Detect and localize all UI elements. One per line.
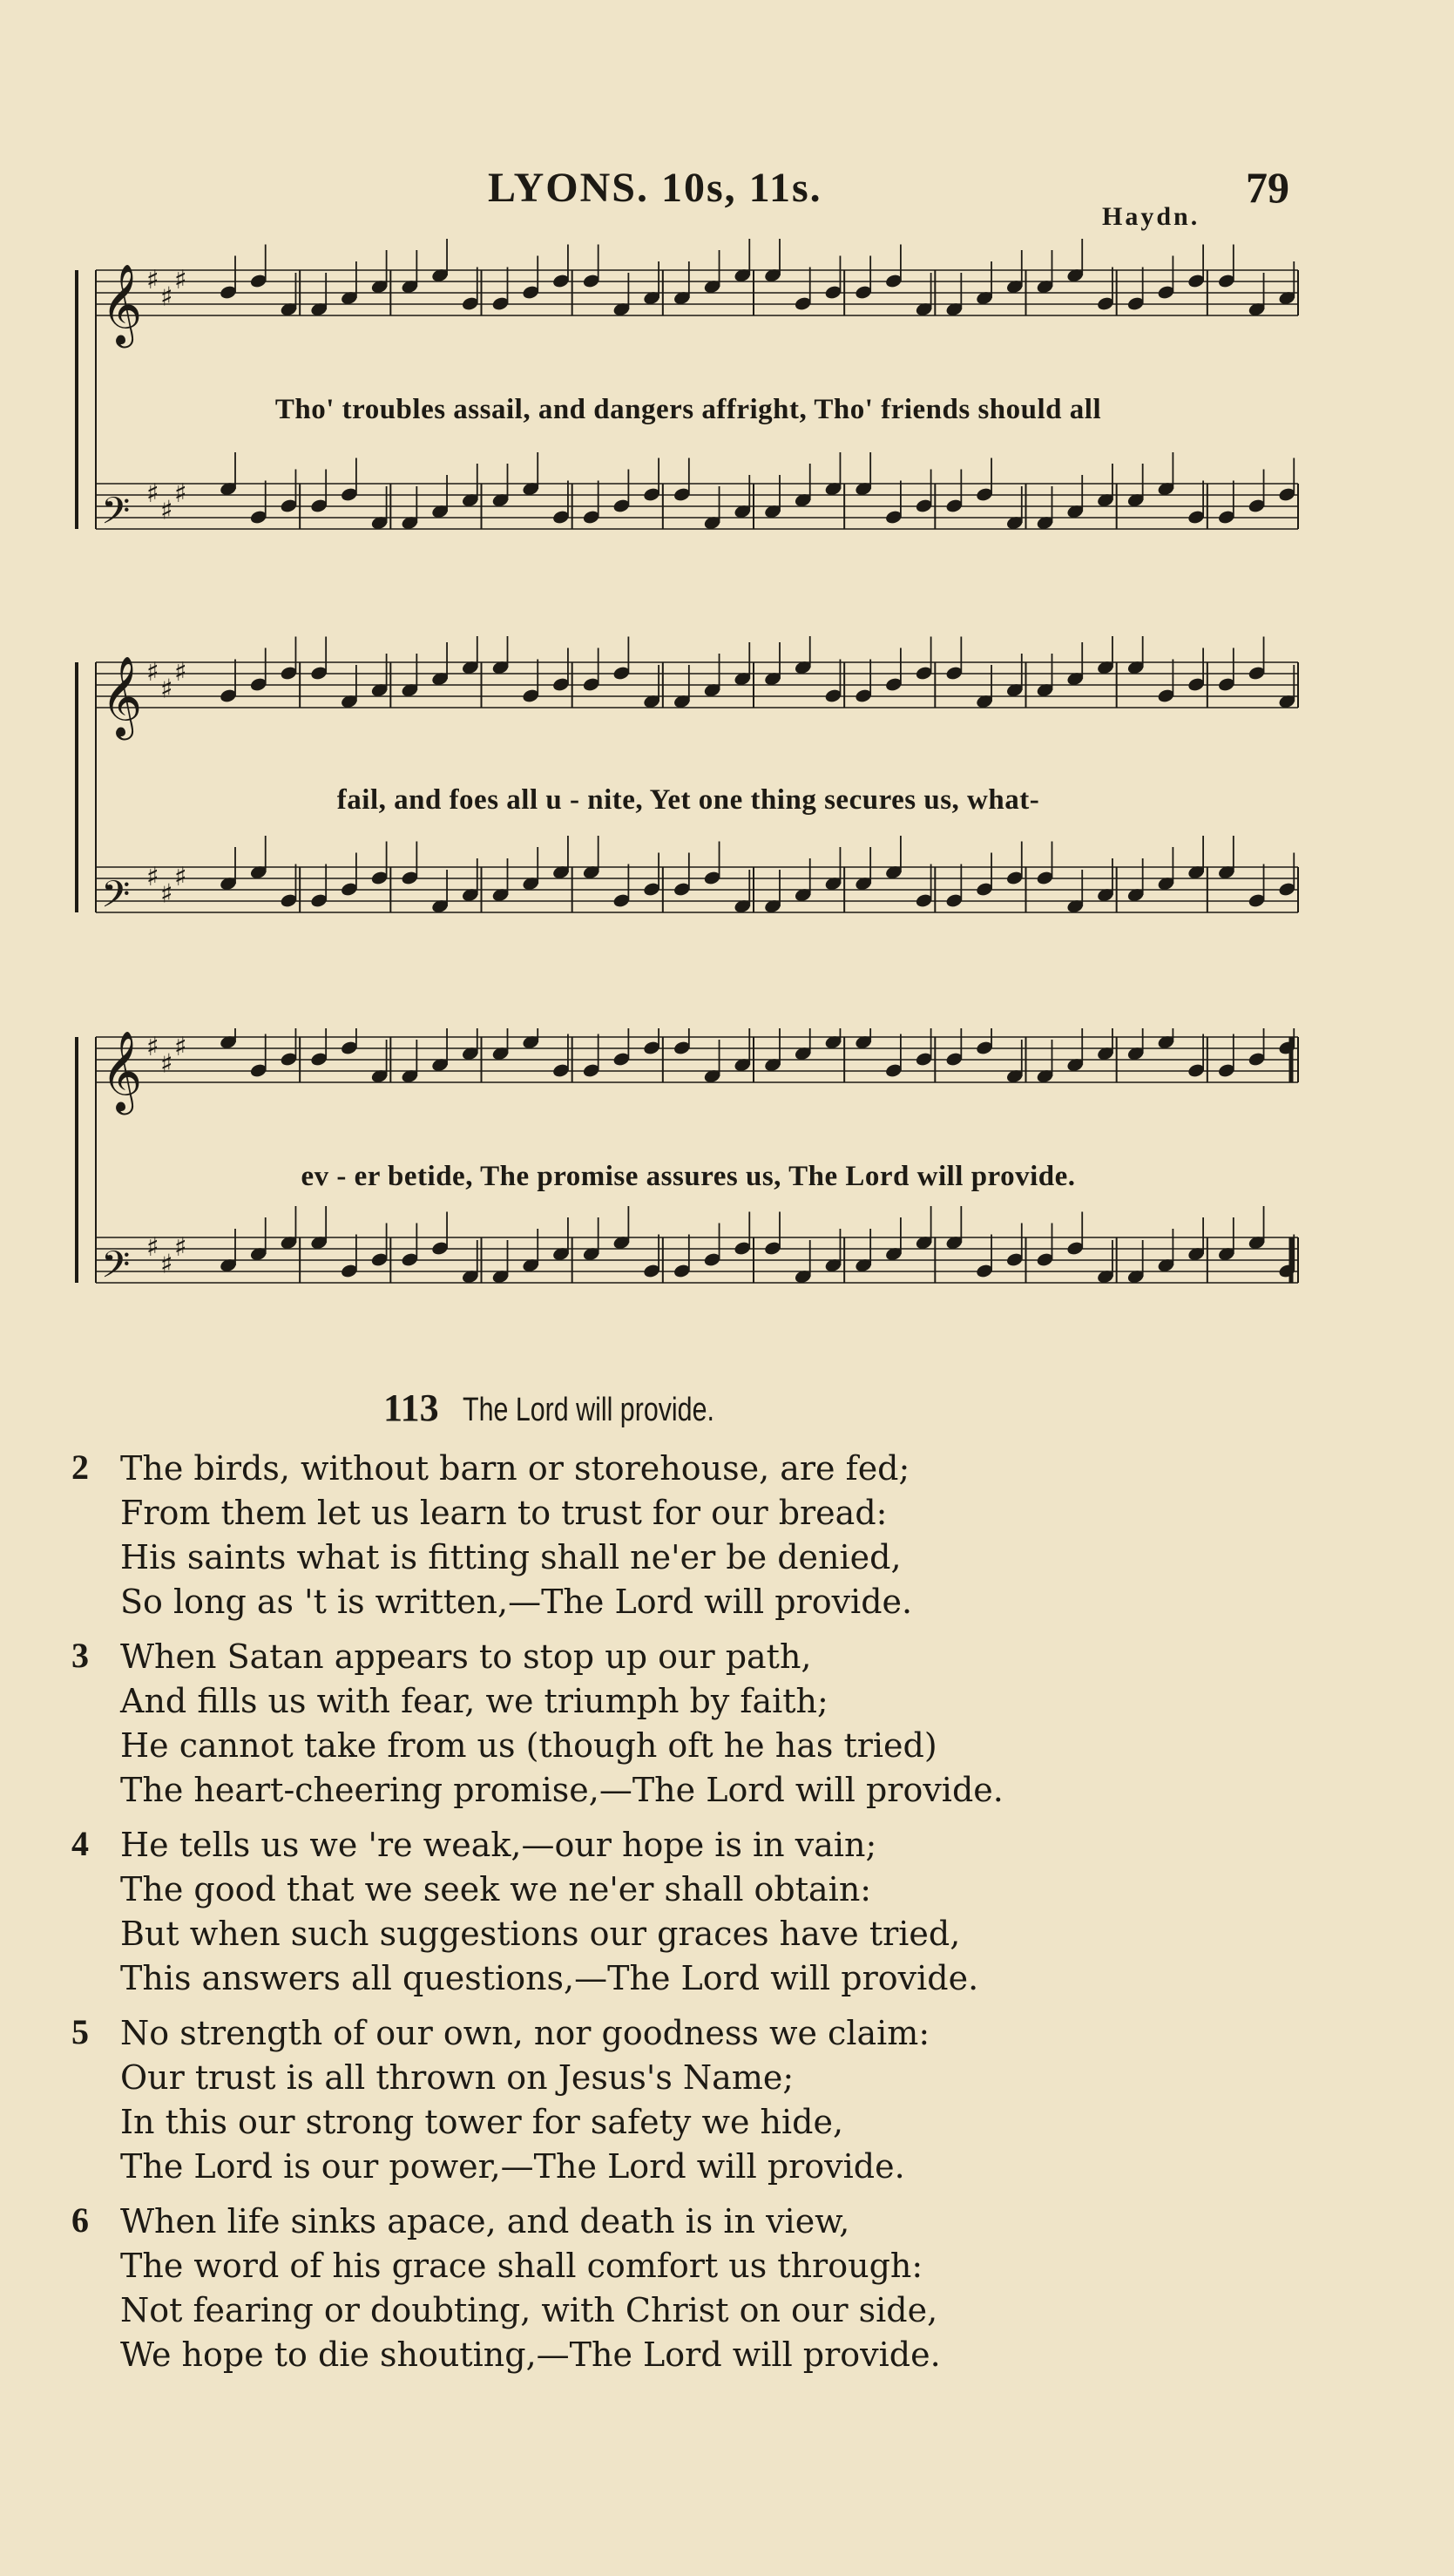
- svg-text:♯: ♯: [146, 862, 159, 892]
- svg-text:𝄢: 𝄢: [101, 1244, 131, 1296]
- svg-text:♯: ♯: [160, 878, 173, 910]
- verse-line: So long as 't is written,—The Lord will provide.: [120, 1583, 913, 1621]
- composer-name: Haydn.: [1102, 202, 1200, 231]
- verse-number: 3: [71, 1636, 89, 1675]
- lyrics-line-2: fail, and foes all u - nite, Yet one thing secures us, what-: [336, 784, 1040, 816]
- music-staves-2: [70, 636, 1307, 1002]
- verse: [71, 2011, 1378, 2189]
- verse-line: From them let us learn to trust for our bread:: [120, 1494, 888, 1532]
- svg-text:𝄞: 𝄞: [101, 655, 143, 736]
- svg-text:♯: ♯: [146, 265, 159, 295]
- verse-line: When Satan appears to stop up our path,: [120, 1637, 812, 1676]
- verse-number: 2: [71, 1447, 89, 1487]
- music-system-2: [70, 636, 1307, 1002]
- svg-text:♯: ♯: [174, 265, 187, 295]
- verse-number: 6: [71, 2200, 89, 2240]
- lyrics-line-1: Tho' troubles assail, and dangers affright, Tho' friends should all: [274, 394, 1102, 425]
- music-system-3: [70, 1028, 1307, 1394]
- verse: [71, 2200, 1378, 2377]
- verse-line: This answers all questions,—The Lord will provide.: [120, 1959, 979, 1997]
- page-number: 79: [1246, 163, 1289, 212]
- music-system-1: [70, 235, 1307, 601]
- verse: [71, 1447, 1378, 1624]
- hymn-number: 113: [383, 1386, 439, 1429]
- svg-text:♯: ♯: [160, 1048, 173, 1080]
- svg-text:𝄞: 𝄞: [101, 1030, 143, 1111]
- verse-line: Not fearing or doubting, with Christ on our side,: [120, 2291, 938, 2329]
- lyrics-line-3: ev - er betide, The promise assures us, The Lord will provide.: [301, 1161, 1076, 1192]
- svg-text:♯: ♯: [146, 657, 159, 688]
- svg-text:♯: ♯: [146, 1232, 159, 1263]
- verses: [71, 1447, 1378, 2388]
- hymn-title: The Lord will provide.: [462, 1392, 714, 1428]
- music-staves-3: [70, 1028, 1307, 1394]
- verse-line: His saints what is fitting shall ne'er be denied,: [120, 1538, 902, 1576]
- verse-line: When life sinks apace, and death is in view,: [120, 2202, 850, 2240]
- svg-text:𝄢: 𝄢: [101, 490, 131, 542]
- svg-text:♯: ♯: [160, 281, 173, 313]
- verse-line: The birds, without barn or storehouse, are fed;: [120, 1449, 910, 1488]
- verse-line: He tells us we 're weak,—our hope is in vain;: [120, 1826, 877, 1864]
- verse-line: In this our strong tower for safety we hide,: [120, 2103, 844, 2141]
- verse-number: 4: [71, 1824, 89, 1863]
- verse-line: But when such suggestions our graces have tried,: [120, 1915, 961, 1953]
- svg-text:♯: ♯: [160, 1249, 173, 1280]
- svg-text:♯: ♯: [174, 657, 187, 688]
- verse-number: 5: [71, 2012, 89, 2051]
- svg-text:♯: ♯: [146, 1032, 159, 1062]
- verse-line: The Lord is our power,—The Lord will provide.: [120, 2147, 905, 2186]
- verse-line: The good that we seek we ne'er shall obtain:: [120, 1870, 872, 1908]
- svg-text:♯: ♯: [174, 862, 187, 892]
- svg-text:♯: ♯: [174, 1032, 187, 1062]
- verse-line: Our trust is all thrown on Jesus's Name;: [120, 2058, 795, 2097]
- verse: [71, 1635, 1378, 1813]
- verse-line: The word of his grace shall comfort us through:: [120, 2247, 923, 2285]
- svg-text:♯: ♯: [146, 478, 159, 509]
- svg-text:♯: ♯: [160, 495, 173, 526]
- verse-line: He cannot take from us (though oft he has tried): [120, 1726, 937, 1765]
- svg-text:♯: ♯: [160, 674, 173, 705]
- verse-line: We hope to die shouting,—The Lord will provide.: [120, 2335, 941, 2374]
- verse-line: No strength of our own, nor goodness we claim:: [120, 2014, 930, 2052]
- verse-line: The heart-cheering promise,—The Lord will provide.: [120, 1771, 1004, 1809]
- hymn-heading: [383, 1386, 777, 1430]
- svg-text:𝄢: 𝄢: [101, 873, 131, 925]
- svg-text:♯: ♯: [174, 1232, 187, 1263]
- tune-title: LYONS. 10s, 11s.: [488, 165, 822, 211]
- svg-text:𝄞: 𝄞: [101, 263, 143, 344]
- svg-text:♯: ♯: [174, 478, 187, 509]
- verse-line: And fills us with fear, we triumph by faith;: [120, 1682, 828, 1720]
- verse: [71, 1823, 1378, 2001]
